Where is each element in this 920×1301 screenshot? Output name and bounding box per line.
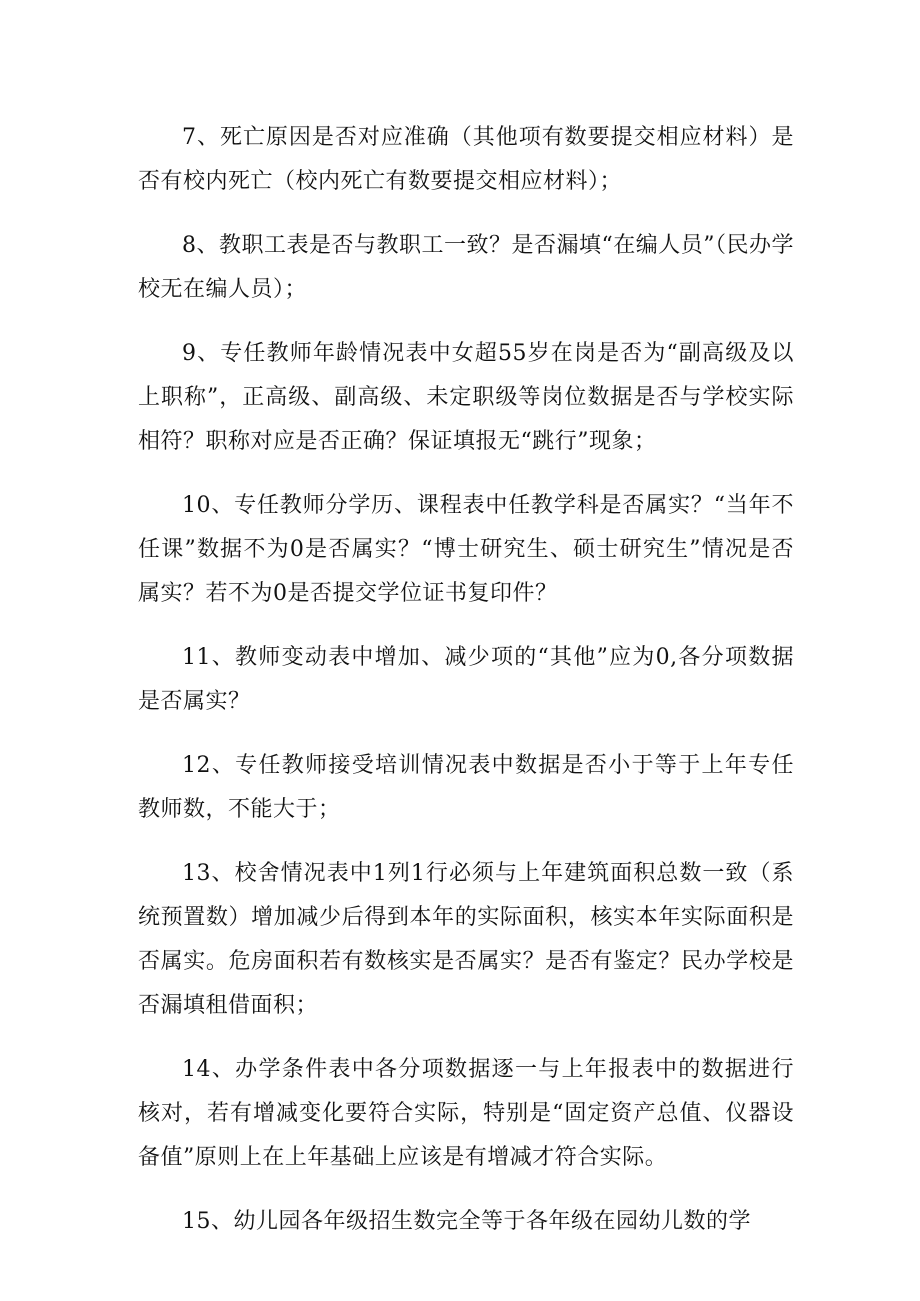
paragraph-item-9: 9、专任教师年龄情况表中女超55岁在岗是否为“副高级及以上职称”，正高级、副高级、未定职级等岗位数据是否与学校实际相符？职称对应是否正确？保证填报无“跳行”现象； — [138, 341, 794, 454]
paragraph-item-13: 13、校舍情况表中1列1行必须与上年建筑面积总数一致（系统预置数）增加减少后得到本年的实际面积，核实本年实际面积是否属实。危房面积若有数核实是否属实？是否有鉴定？民办学校是否漏填租借面积； — [138, 861, 794, 1018]
paragraph-item-14: 14、办学条件表中各分项数据逐一与上年报表中的数据进行核对，若有增减变化要符合实际，特别是“固定资产总值、仪器设备值”原则上在上年基础上应该是有增减才符合实际。 — [138, 1057, 794, 1170]
paragraph-item-12: 12、专任教师接受培训情况表中数据是否小于等于上年专任教师数，不能大于； — [138, 753, 794, 822]
paragraph-item-8: 8、教职工表是否与教职工一致？是否漏填“在编人员”（民办学校无在编人员）； — [138, 233, 794, 302]
document-body — [138, 116, 794, 1264]
paragraph-item-11: 11、教师变动表中增加、减少项的“其他”应为0,各分项数据是否属实？ — [138, 645, 794, 714]
paragraph-item-7: 7、死亡原因是否对应准确（其他项有数要提交相应材料）是否有校内死亡（校内死亡有数要提交相应材料）； — [138, 125, 794, 194]
paragraph-item-15: 15、幼儿园各年级招生数完全等于各年级在园幼儿数的学 — [182, 1209, 751, 1234]
paragraph-item-10: 10、专任教师分学历、课程表中任教学科是否属实？“当年不任课”数据不为0是否属实？“博士研究生、硕士研究生”情况是否属实？若不为0是否提交学位证书复印件？ — [138, 493, 794, 606]
